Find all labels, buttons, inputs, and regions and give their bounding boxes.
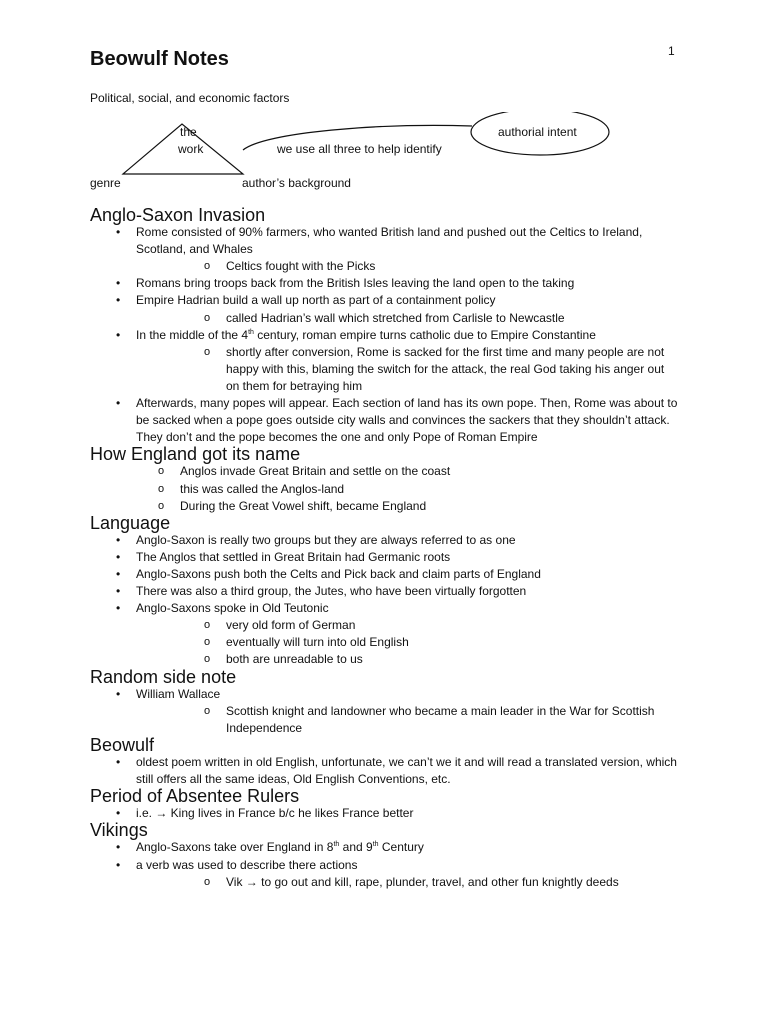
document-title: Beowulf Notes [90, 48, 229, 70]
sub-item: o very old form of German [136, 617, 680, 634]
genre-label: genre [90, 176, 121, 190]
sub-item: o this was called the Anglos-land [90, 481, 680, 498]
section-beowulf [90, 734, 680, 788]
section-random-side-note [90, 666, 680, 737]
sub-item: o Vik → to go out and kill, rape, plunder, travel, and other fun knightly deeds [136, 874, 680, 891]
author-background-label: author’s background [242, 176, 351, 190]
connector-label: we use all three to help identify [277, 142, 442, 156]
section-anglo-saxon-invasion [90, 207, 680, 446]
bullet-item: • William Wallace o Scottish knight and landowner who became a main leader in the War for Scottish Independence [90, 686, 680, 737]
sub-item: o Anglos invade Great Britain and settle on the coast [90, 463, 680, 480]
literary-triangle-diagram [80, 112, 640, 202]
sub-item: o shortly after conversion, Rome is sacked for the first time and many people are not happy with this, blaming the switch for the attack, the real God taking his anger out on them for betraying him [136, 344, 680, 395]
bullet-item: • Afterwards, many popes will appear. Each section of land has its own pope. Then, Rome was about to be sacked when a pope goes outside city walls and convinces the sackers that they shouldn’t attack. They don’t and the pope becomes the one and only Pope of Roman Empire [90, 395, 680, 446]
authorial-intent-label: authorial intent [498, 125, 577, 139]
bullet-item: • Anglo-Saxons spoke in Old Teutonic o very old form of German o eventually will turn into old English o both are unreadable to us [90, 600, 680, 668]
sub-item: o Celtics fought with the Picks [136, 258, 680, 275]
sub-item: o both are unreadable to us [136, 651, 680, 668]
section-heading: Beowulf [90, 734, 155, 755]
triangle-top-label-1: the [180, 125, 197, 139]
bullet-item: • The Anglos that settled in Great Britain had Germanic roots [90, 549, 680, 566]
section-heading: Anglo-Saxon Invasion [90, 205, 266, 225]
intro-subtitle: Political, social, and economic factors [90, 91, 290, 105]
bullet-item: • Rome consisted of 90% farmers, who wanted British land and pushed out the Celtics to Ireland, Scotland, and Whales o Celtics fought with the Picks [90, 224, 680, 275]
bullet-item: • a verb was used to describe there actions o Vik → to go out and kill, rape, plunder, travel, and other fun knightly deeds [90, 857, 680, 891]
section-vikings [90, 822, 680, 890]
sub-item: o Scottish knight and landowner who became a main leader in the War for Scottish Independence [136, 703, 680, 737]
sub-item: o called Hadrian’s wall which stretched from Carlisle to Newcastle [136, 310, 680, 327]
section-heading: Language [90, 512, 171, 533]
section-language [90, 512, 680, 669]
bullet-item: • Anglo-Saxon is really two groups but they are always referred to as one [90, 532, 680, 549]
section-how-england-got-its-name [90, 446, 680, 514]
section-heading: Period of Absentee Rulers [90, 786, 300, 807]
section-heading: How England got its name [90, 444, 301, 465]
sub-item: o eventually will turn into old English [136, 634, 680, 651]
bullet-item: • There was also a third group, the Jutes, who have been virtually forgotten [90, 583, 680, 600]
section-absentee-rulers [90, 788, 680, 822]
section-heading: Random side note [90, 666, 237, 687]
bullet-item: • In the middle of the 4th century, roman empire turns catholic due to Empire Constantine o shortly after conversion, Rome is sacked for the first time and many people are not happy with this, blaming the switch for the attack, the real God taking his anger out on them for betraying him [90, 327, 680, 395]
page-number: 1 [668, 44, 675, 58]
notes-body [90, 207, 680, 891]
triangle-top-label-2: work [178, 142, 204, 156]
bullet-item: • Romans bring troops back from the British Isles leaving the land open to the taking [90, 275, 680, 292]
bullet-item: • oldest poem written in old English, unfortunate, we can’t we it and will read a translated version, which still offers all the same ideas, Old English Conventions, etc. [90, 754, 680, 788]
section-heading: Vikings [90, 820, 148, 841]
bullet-item: • i.e. → King lives in France b/c he likes France better [90, 805, 680, 822]
bullet-item: • Anglo-Saxons take over England in 8th and 9th Century [90, 839, 680, 856]
sub-item: o During the Great Vowel shift, became England [90, 498, 680, 515]
bullet-item: • Empire Hadrian build a wall up north as part of a containment policy o called Hadrian’s wall which stretched from Carlisle to Newcastle [90, 292, 680, 326]
bullet-item: • Anglo-Saxons push both the Celts and Pick back and claim parts of England [90, 566, 680, 583]
